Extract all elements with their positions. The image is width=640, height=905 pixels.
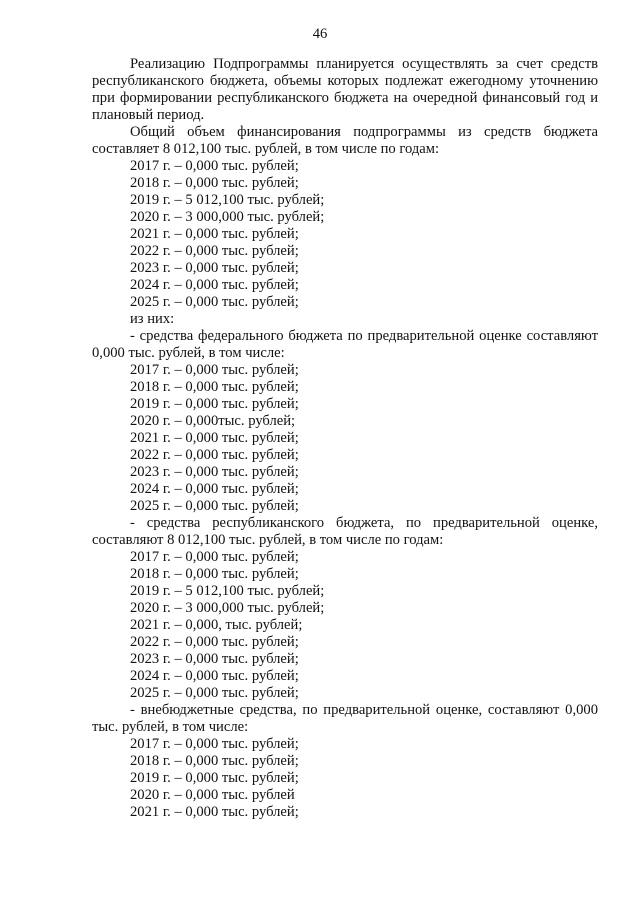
funding-line: 2023 г. – 0,000 тыс. рублей; [130, 260, 299, 276]
funding-line: 2017 г. – 0,000 тыс. рублей; [130, 549, 299, 565]
funding-line: 2024 г. – 0,000 тыс. рублей; [130, 481, 299, 497]
funding-line: 2017 г. – 0,000 тыс. рублей; [130, 736, 299, 752]
body-paragraph: Общий объем финансирования подпрограммы из средств бюджета составляет 8 012,100 тыс. рублей, в том числе по годам: [92, 124, 598, 157]
funding-line: из них: [130, 311, 175, 327]
funding-line: 2021 г. – 0,000 тыс. рублей; [130, 804, 299, 820]
funding-line: 2020 г. – 3 000,000 тыс. рублей; [130, 600, 325, 616]
funding-line: 2019 г. – 5 012,100 тыс. рублей; [130, 583, 325, 599]
funding-line: 2024 г. – 0,000 тыс. рублей; [130, 668, 299, 684]
funding-line: 2017 г. – 0,000 тыс. рублей; [130, 362, 299, 378]
funding-line: 2018 г. – 0,000 тыс. рублей; [130, 566, 299, 582]
funding-line: 2025 г. – 0,000 тыс. рублей; [130, 294, 299, 310]
funding-line: 2023 г. – 0,000 тыс. рублей; [130, 464, 299, 480]
funding-line: 2020 г. – 3 000,000 тыс. рублей; [130, 209, 325, 225]
funding-line: 2020 г. – 0,000 тыс. рублей [130, 787, 295, 803]
funding-line: 2023 г. – 0,000 тыс. рублей; [130, 651, 299, 667]
funding-line: 2018 г. – 0,000 тыс. рублей; [130, 175, 299, 191]
body-paragraph: - средства республиканского бюджета, по предварительной оценке, составляют 8 012,100 тыс. рублей, в том числе по годам: [92, 515, 598, 548]
funding-line: 2022 г. – 0,000 тыс. рублей; [130, 243, 299, 259]
funding-line: 2018 г. – 0,000 тыс. рублей; [130, 379, 299, 395]
funding-line: 2018 г. – 0,000 тыс. рублей; [130, 753, 299, 769]
funding-line: 2019 г. – 0,000 тыс. рублей; [130, 396, 299, 412]
document-body [92, 56, 598, 821]
funding-line: 2021 г. – 0,000 тыс. рублей; [130, 430, 299, 446]
funding-line: 2021 г. – 0,000, тыс. рублей; [130, 617, 303, 633]
body-paragraph: Реализацию Подпрограммы планируется осуществлять за счет средств республиканского бюджета, объемы которых подлежат ежегодному уточнению при формировании республиканского бюджета на очередной финансовый год и плановый период. [92, 56, 598, 123]
page-number: 46 [312, 26, 328, 42]
body-paragraph: - внебюджетные средства, по предварительной оценке, составляют 0,000 тыс. рублей, в том числе: [92, 702, 598, 735]
funding-line: 2021 г. – 0,000 тыс. рублей; [130, 226, 299, 242]
body-paragraph: - средства федерального бюджета по предварительной оценке составляют 0,000 тыс. рублей, в том числе: [92, 328, 598, 361]
funding-line: 2022 г. – 0,000 тыс. рублей; [130, 447, 299, 463]
funding-line: 2022 г. – 0,000 тыс. рублей; [130, 634, 299, 650]
funding-line: 2017 г. – 0,000 тыс. рублей; [130, 158, 299, 174]
funding-line: 2019 г. – 5 012,100 тыс. рублей; [130, 192, 325, 208]
funding-line: 2024 г. – 0,000 тыс. рублей; [130, 277, 299, 293]
funding-line: 2025 г. – 0,000 тыс. рублей; [130, 685, 299, 701]
funding-line: 2025 г. – 0,000 тыс. рублей; [130, 498, 299, 514]
funding-line: 2019 г. – 0,000 тыс. рублей; [130, 770, 299, 786]
funding-line: 2020 г. – 0,000тыс. рублей; [130, 413, 296, 429]
